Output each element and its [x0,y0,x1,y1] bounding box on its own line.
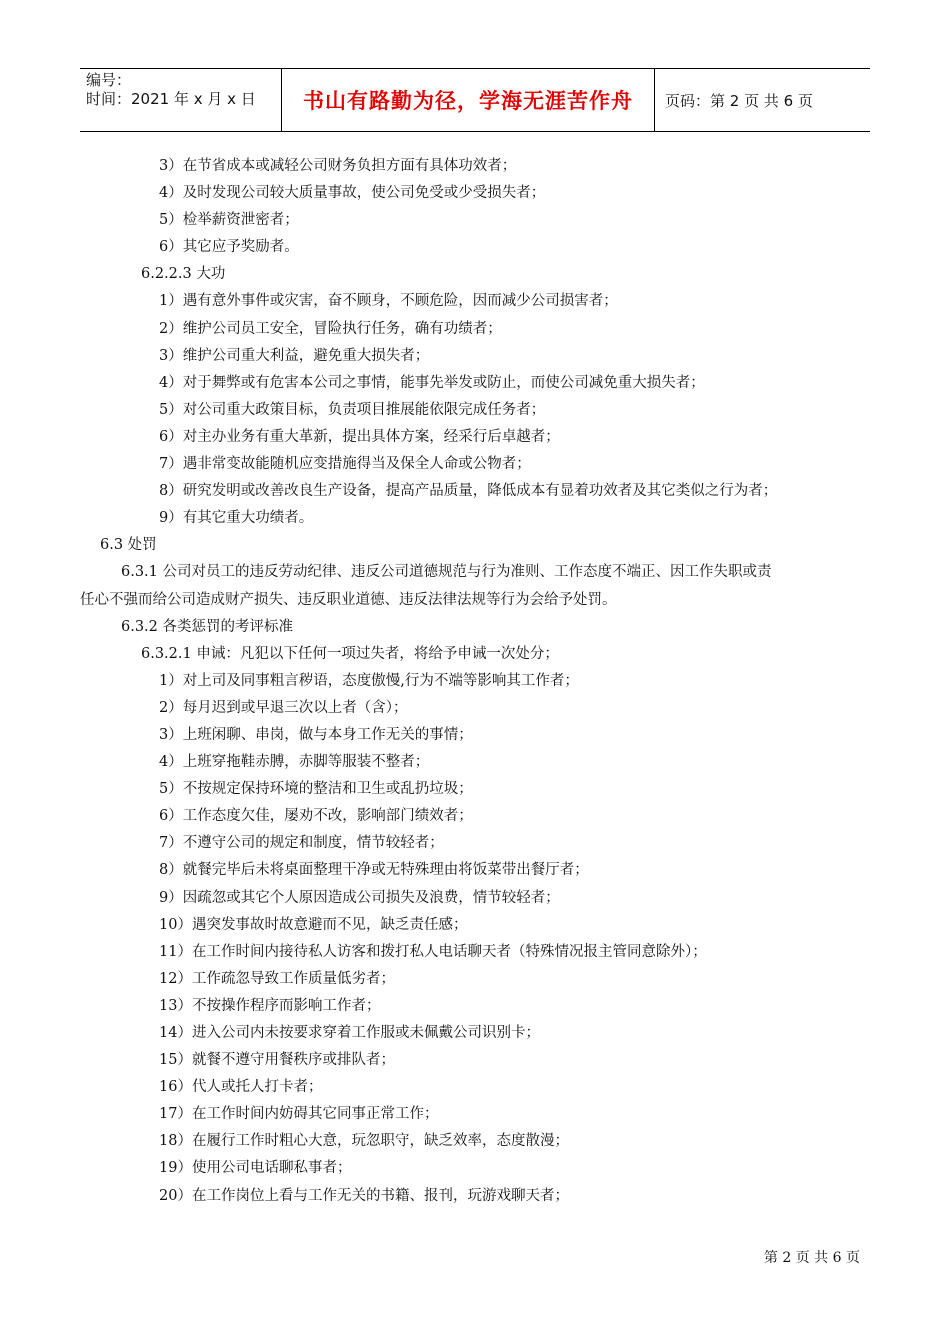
list-item: 4）对于舞弊或有危害本公司之事情，能事先举发或防止，而使公司减免重大损失者； [159,374,705,391]
section-heading: 6.3 处罚 [100,537,157,554]
list-item: 18）在履行工作时粗心大意，玩忽职守，缺乏效率，态度散漫； [159,1133,569,1150]
list-item: 7）遇非常变故能随机应变措施得当及保全人命或公物者； [159,456,531,473]
list-item: 19）使用公司电话聊私事者； [159,1160,352,1177]
document-body [80,153,872,1210]
page-footer: 第 2 页 共 6 页 [763,1250,860,1266]
page-header [80,68,870,132]
document-time-label: 时间：2021 年 x 月 x 日 [86,90,256,108]
list-item: 6）工作态度欠佳，屡劝不改，影响部门绩效者； [159,808,473,825]
header-page-number: 页码：第 2 页 共 6 页 [665,91,813,110]
list-item: 14）进入公司内未按要求穿着工作服或未佩戴公司识别卡； [159,1025,540,1041]
list-item: 10）遇突发事故时故意避而不见，缺乏责任感； [159,916,468,933]
list-item: 2）维护公司员工安全，冒险执行任务，确有功绩者； [159,320,502,337]
list-item: 8）就餐完毕后未将桌面整理干净或无特殊理由将饭菜带出餐厅者； [159,862,589,879]
list-item: 1）对上司及同事粗言秽语，态度傲慢,行为不端等影响其工作者； [159,672,579,689]
list-item: 6）对主办业务有重大革新，提出具体方案，经采行后卓越者； [159,428,560,445]
section-heading: 6.3.2 各类惩罚的考评标准 [121,618,294,635]
list-item: 4）及时发现公司较大质量事故，使公司免受或少受损失者； [159,185,546,202]
list-item: 2）每月迟到或早退三次以上者（含）； [159,699,408,716]
list-item: 13）不按操作程序而影响工作者； [159,997,381,1014]
list-item: 3）在节省成本或减轻公司财务负担方面有具体功效者； [159,158,517,174]
list-item: 5）对公司重大政策目标，负责项目推展能依限完成任务者； [159,401,546,418]
list-item: 9）有其它重大功绩者。 [159,510,314,527]
header-motto: 书山有路勤为径，学海无涯苦作舟 [282,69,655,131]
section-heading: 6.2.2.3 大功 [141,266,226,283]
list-item: 6）其它应予奖励者。 [159,239,299,256]
section-heading: 6.3.2.1 申诫：凡犯以下任何一项过失者，将给予申诫一次处分； [141,645,559,662]
document-number-label: 编号： [86,71,132,89]
list-item: 1）遇有意外事件或灾害，奋不顾身，不顾危险，因而减少公司损害者； [159,293,618,310]
list-item: 8）研究发明或改善改良生产设备，提高产品质量，降低成本有显着功效者及其它类似之行为者； [159,483,778,500]
header-meta [80,69,282,131]
list-item: 20）在工作岗位上看与工作无关的书籍、报刊，玩游戏聊天者； [159,1187,569,1204]
list-item: 15）就餐不遵守用餐秩序或排队者； [159,1052,395,1069]
list-item: 7）不遵守公司的规定和制度，情节较轻者； [159,835,444,852]
paragraph-line: 6.3.1 公司对员工的违反劳动纪律、违反公司道德规范与行为准则、工作态度不端正、因工作失职或责 [121,564,772,581]
list-item: 5）检举薪资泄密者； [159,212,299,229]
list-item: 4）上班穿拖鞋赤膊，赤脚等服装不整者； [159,754,430,771]
list-item: 5）不按规定保持环境的整洁和卫生或乱扔垃圾； [159,781,473,798]
list-item: 12）工作疏忽导致工作质量低劣者； [159,970,395,987]
list-item: 3）维护公司重大利益，避免重大损失者； [159,347,430,364]
list-item: 11）在工作时间内接待私人访客和拨打私人电话聊天者（特殊情况报主管同意除外）； [159,943,707,960]
list-item: 3）上班闲聊、串岗，做与本身工作无关的事情； [159,726,473,743]
paragraph-line: 任心不强而给公司造成财产损失、违反职业道德、违反法律法规等行为会给予处罚。 [80,591,617,608]
list-item: 17）在工作时间内妨碍其它同事正常工作； [159,1106,439,1123]
list-item: 16）代人或托人打卡者； [159,1079,323,1096]
list-item: 9）因疏忽或其它个人原因造成公司损失及浪费，情节较轻者； [159,889,560,906]
